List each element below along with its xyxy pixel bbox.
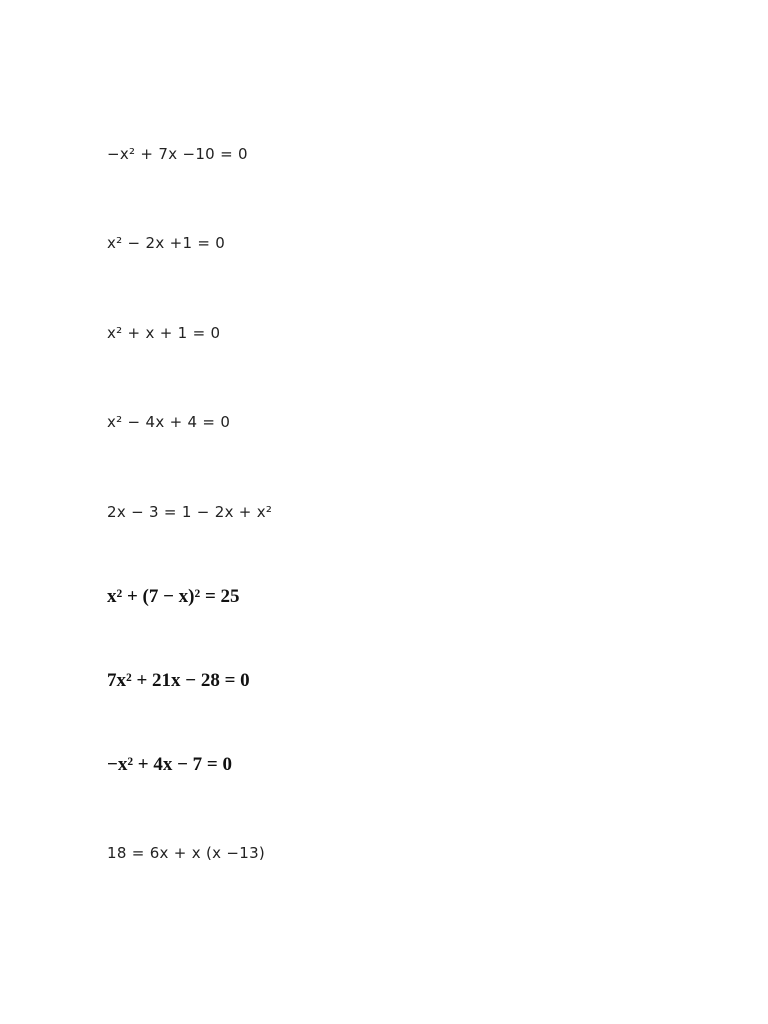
equation-4: x² − 4x + 4 = 0 [107,413,231,431]
equation-1: −x² + 7x −10 = 0 [107,145,248,163]
equation-8: −x² + 4x − 7 = 0 [107,754,233,775]
equation-2: x² − 2x +1 = 0 [107,234,226,252]
equation-9: 18 = 6x + x (x −13) [107,844,266,862]
equation-3: x² + x + 1 = 0 [107,324,221,342]
equation-5: 2x − 3 = 1 − 2x + x² [107,503,273,521]
equation-6: x² + (7 − x)² = 25 [107,586,240,607]
equation-7: 7x² + 21x − 28 = 0 [107,670,250,691]
